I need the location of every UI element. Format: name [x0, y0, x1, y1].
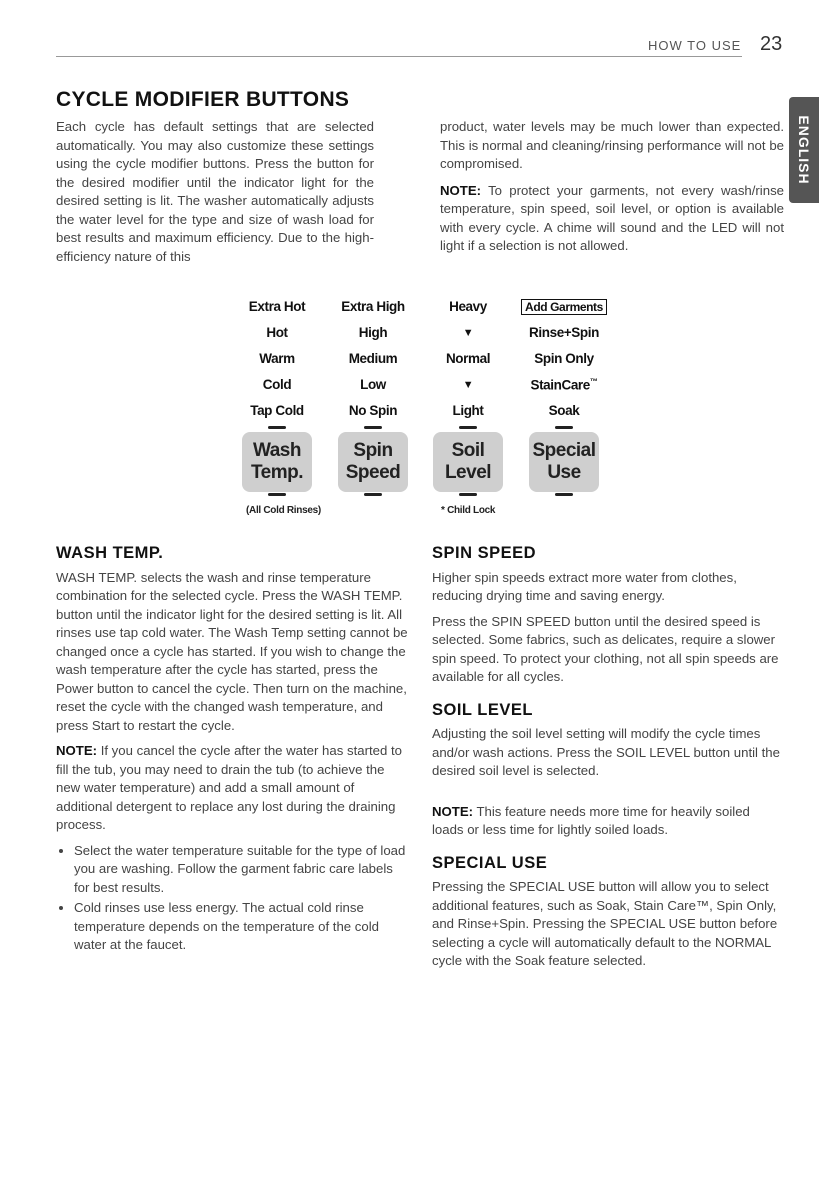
- language-tab: ENGLISH: [789, 97, 819, 203]
- special-use-option: Add Garments: [519, 299, 609, 314]
- wash-temp-option: Extra Hot: [248, 299, 306, 314]
- indicator-tick: [268, 493, 286, 496]
- section-body: Adjusting the soil level setting will modify the cycle times and/or wash actions. Press the SOIL LEVEL button until the desired soil level is selected.: [432, 726, 780, 778]
- child-lock-label: * Child Lock: [441, 505, 496, 516]
- soil-level-option: Heavy: [449, 299, 487, 314]
- bullet-list: [56, 842, 408, 955]
- special-use-option: StainCare™: [530, 377, 598, 393]
- page-title: CYCLE MODIFIER BUTTONS: [56, 88, 350, 111]
- intro-continuation: product, water levels may be much lower than expected. This is normal and cleaning/rinsing performance will not be compromised.: [440, 119, 784, 171]
- soil-level-option: Normal: [445, 351, 491, 366]
- section-note: NOTE: This feature needs more time for heavily soiled loads or less time for lightly soiled loads.: [432, 803, 750, 837]
- indicator-tick: [459, 426, 477, 429]
- special-use-section: [432, 854, 784, 971]
- indicator-tick: [459, 493, 477, 496]
- section-note: NOTE: If you cancel the cycle after the water has started to fill the tub, you may need to drain the tub (to achieve the new water temperature) and add a small amount of additional detergent to replace any lost during the draining process.: [56, 743, 402, 832]
- section-body: WASH TEMP. selects the wash and rinse temperature combination for the selected cycle. Press the WASH TEMP. button until the indicator light for the desired setting is lit. All rinses use tap cold water. The Wash Temp setting cannot be changed once a cycle has started. If you wish to change the wash temperature after the cycle has started, press the Power button to cancel the cycle. Then turn on the machine, reset the cycle with the changed wash temperature, and press Start to restart the cycle.: [56, 569, 408, 733]
- wash-temp-option: Hot: [266, 325, 288, 340]
- wash-temp-button[interactable]: Wash Temp.: [242, 432, 312, 492]
- wash-temp-section: [56, 544, 408, 957]
- list-item: • Select the water temperature suitable for the type of load you are washing. Follow the garment fabric care labels for best results.: [74, 842, 408, 898]
- special-use-option: Rinse+Spin: [529, 325, 599, 340]
- indicator-tick: [364, 426, 382, 429]
- arrow-down-icon: ▼: [462, 327, 474, 339]
- soil-level-option: Light: [452, 403, 484, 418]
- section-label: HOW TO USE: [648, 38, 742, 53]
- wash-temp-option: Tap Cold: [250, 403, 304, 418]
- intro-right: [440, 118, 784, 263]
- section-body: Higher spin speeds extract more water from clothes, reducing drying time and saving energy.: [432, 569, 737, 603]
- soil-level-section: [432, 701, 784, 840]
- intro-note: NOTE: To protect your garments, not every wash/rinse temperature, spin speed, soil level, or option is available with every cycle. A chime will sound and the LED will not light if a selection is not allowed.: [440, 182, 784, 253]
- section-body: Press the SPIN SPEED button until the desired speed is selected. Some fabrics, such as delicates, require a slower spin speed. To protect your clothing, not all spin speeds are available for all cycles.: [432, 613, 779, 684]
- header-divider: [56, 56, 742, 57]
- section-heading: SPECIAL USE: [432, 853, 548, 872]
- intro-left: [56, 118, 374, 273]
- spin-speed-button[interactable]: Spin Speed: [338, 432, 408, 492]
- indicator-tick: [268, 426, 286, 429]
- section-heading: SPIN SPEED: [432, 544, 537, 562]
- section-heading: WASH TEMP.: [56, 544, 164, 562]
- wash-temp-option: Cold: [262, 377, 292, 392]
- indicator-tick: [555, 493, 573, 496]
- special-use-option: Soak: [548, 403, 580, 418]
- spin-speed-option: High: [358, 325, 388, 340]
- list-item: • Cold rinses use less energy. The actual cold rinse temperature depends on the temperature of the cold water at the faucet.: [74, 899, 408, 955]
- indicator-tick: [364, 493, 382, 496]
- soil-level-button[interactable]: Soil Level: [433, 432, 503, 492]
- wash-temp-option: Warm: [259, 351, 295, 366]
- right-sections: [432, 544, 784, 978]
- special-use-option: Spin Only: [534, 351, 594, 366]
- spin-speed-option: No Spin: [348, 403, 398, 418]
- spin-speed-option: Extra High: [341, 299, 405, 314]
- page-number: 23: [760, 33, 783, 55]
- special-use-button[interactable]: Special Use: [529, 432, 599, 492]
- section-heading: SOIL LEVEL: [432, 700, 533, 719]
- spin-speed-option: Medium: [348, 351, 398, 366]
- spin-speed-option: Low: [360, 377, 386, 392]
- spin-speed-section: [432, 544, 784, 687]
- section-body: Pressing the SPECIAL USE button will allow you to select additional features, such as Soak, Stain Care™, Spin Only, and Rinse+Spin. Pressing the SPECIAL USE button before selecting a cycle will automatically default to the NORMAL cycle with the Soak feature selected.: [432, 879, 778, 968]
- cold-rinses-label: (All Cold Rinses): [246, 505, 321, 516]
- intro-paragraph: Each cycle has default settings that are selected automatically. You may also customize these settings using the cycle modifier buttons. Press the button for the desired modifier until the indicator light for the desired setting is lit. The washer automatically adjusts the water level for the type and size of wash load for best results and maximum efficiency. Due to the high-efficiency nature of this: [56, 119, 374, 264]
- indicator-tick: [555, 426, 573, 429]
- arrow-down-icon: ▼: [462, 379, 474, 391]
